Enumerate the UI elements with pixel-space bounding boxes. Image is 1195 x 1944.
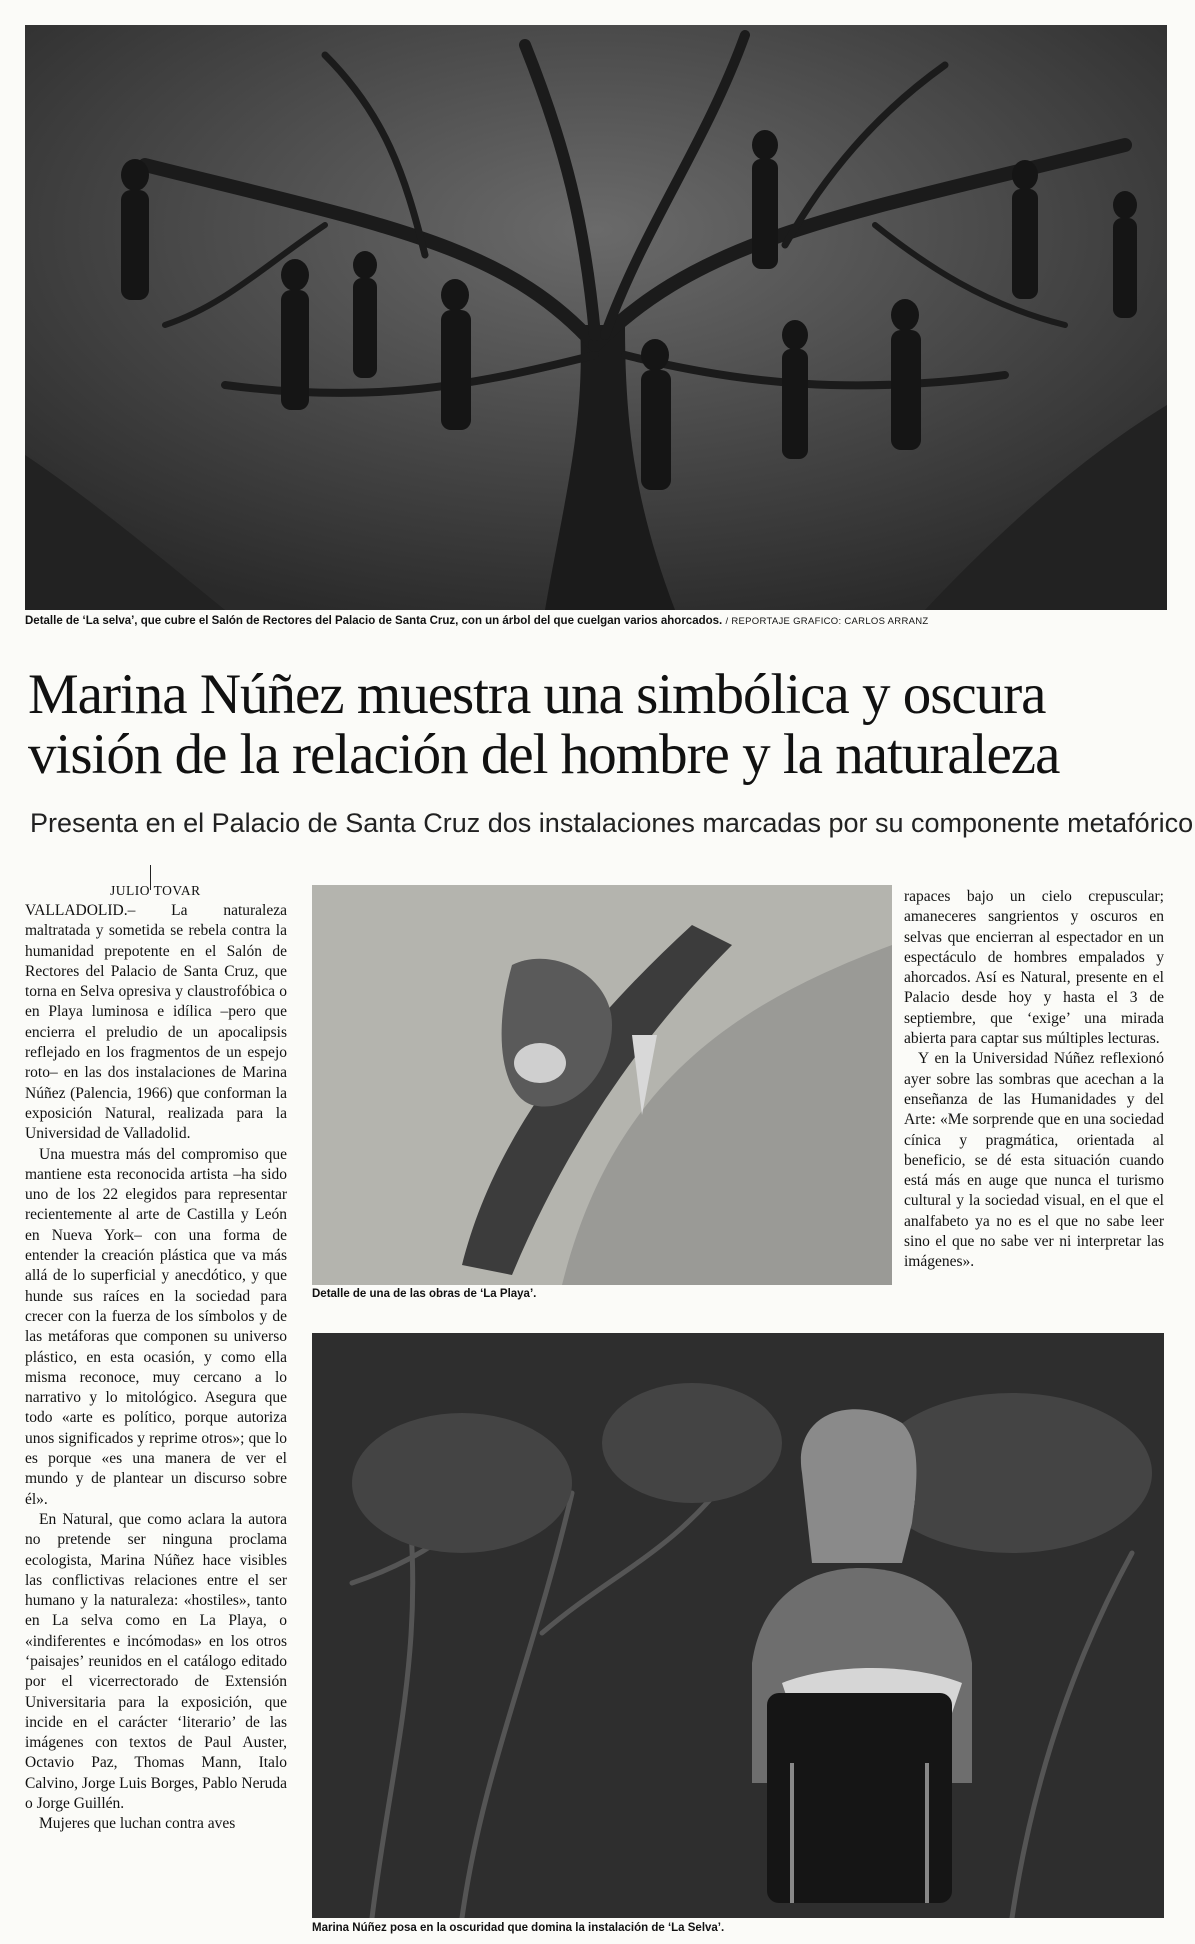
photo-caption-playa: Detalle de una de las obras de ‘La Playa’. — [312, 1288, 537, 1300]
paragraph: Una muestra más del compromiso que mantiene esta reconocida artista –ha sido uno de los 22 elegidos para representar recientemente al arte de Castilla y León en Nueva York– con una forma de entender la creación plástica que va más allá de lo superficial y anecdótico, y que hunde sus raíces en la sociedad para crecer con la fuerza de los símbolos y de las metáforas que componen su universo plástico, en esta ocasión, y como ella misma reconoce, muy cercano a lo narrativo y lo mitológico. Asegura que todo «arte es político, porque autoriza unos significados y reprime otros»; que lo es porque «es una manera de ver el mundo y de plantear un discurso sobre él». — [25, 1145, 287, 1508]
paragraph: rapaces bajo un cielo crepuscular; amaneceres sangrientos y oscuros en selvas que encierran al espectador en un espectáculo de hombres empalados y ahorcados. Así es Natural, presente en el Palacio desde hoy y hasta el 3 de septiembre, que ‘exige’ una mirada abierta para captar sus múltiples lecturas. — [904, 888, 1164, 1048]
headline-line-2: visión de la relación del hombre y la naturaleza — [28, 723, 1060, 786]
paragraph: Y en la Universidad Núñez reflexionó ayer sobre las sombras que acechan a la enseñanza de las Humanidades y del Arte: «Me sorprende que en una sociedad cínica y pragmática, orientada al beneficio, se dé esta situación cuando está más en auge que nunca el turismo cultural y la sociedad visual, en el que el analfabeto ya no es el que no sabe leer sino el que no sabe ver ni interpretar las imágenes». — [904, 1050, 1164, 1271]
headline — [28, 665, 1168, 785]
article-column-3 — [904, 887, 1164, 1273]
photo-caption-portrait: Marina Núñez posa en la oscuridad que domina la instalación de ‘La Selva’. — [312, 1922, 725, 1934]
caption-text: Detalle de ‘La selva’, que cubre el Salón de Rectores del Palacio de Santa Cruz, con un árbol del que cuelgan varios ahorcados. — [25, 615, 723, 627]
photo-caption-top — [25, 615, 929, 627]
photo-la-playa — [312, 885, 892, 1285]
paragraph: En Natural, que como aclara la autora no pretende ser ninguna proclama ecologista, Marina Núñez hace visibles las conflictivas relaciones entre el ser humano y la naturaleza: «hostiles», tanto en La selva como en La Playa, o «indiferentes e incómodas» en los otros ‘paisajes’ reunidos en el catálogo editado por el vicerrectorado de Extensión Universitaria para la exposición, que incide en el carácter ‘literario’ de las imágenes con textos de Paul Auster, Octavio Paz, Thomas Mann, Italo Calvino, Jorge Luis Borges, Pablo Neruda o Jorge Guillén. — [25, 1510, 287, 1813]
paragraph: VALLADOLID.– La naturaleza maltratada y sometida se rebela contra la humanidad prepotente en el Salón de Rectores del Palacio de Santa Cruz, que torna en Selva opresiva y claustrofóbica o en Playa luminosa e idílica –pero que encierra el preludio de un apocalipsis reflejado en los fragmentos de un espejo roto– en las dos instalaciones de Marina Núñez (Palencia, 1966) que conforman la exposición Natural, realizada para la Universidad de Valladolid. — [25, 902, 287, 1143]
article-column-1 — [25, 901, 287, 1941]
paragraph: Mujeres que luchan contra aves — [39, 1815, 236, 1833]
photo-la-selva-tree — [25, 25, 1167, 610]
deck-subheadline: Presenta en el Palacio de Santa Cruz dos instalaciones marcadas por su componente metafórico — [30, 808, 1194, 838]
photo-portrait-marina-nunez — [312, 1333, 1164, 1918]
photo-credit: / REPORTAJE GRAFICO: CARLOS ARRANZ — [725, 616, 929, 627]
byline: JULIO TOVAR — [110, 883, 201, 898]
headline-line-1: Marina Núñez muestra una simbólica y oscura — [28, 663, 1046, 726]
